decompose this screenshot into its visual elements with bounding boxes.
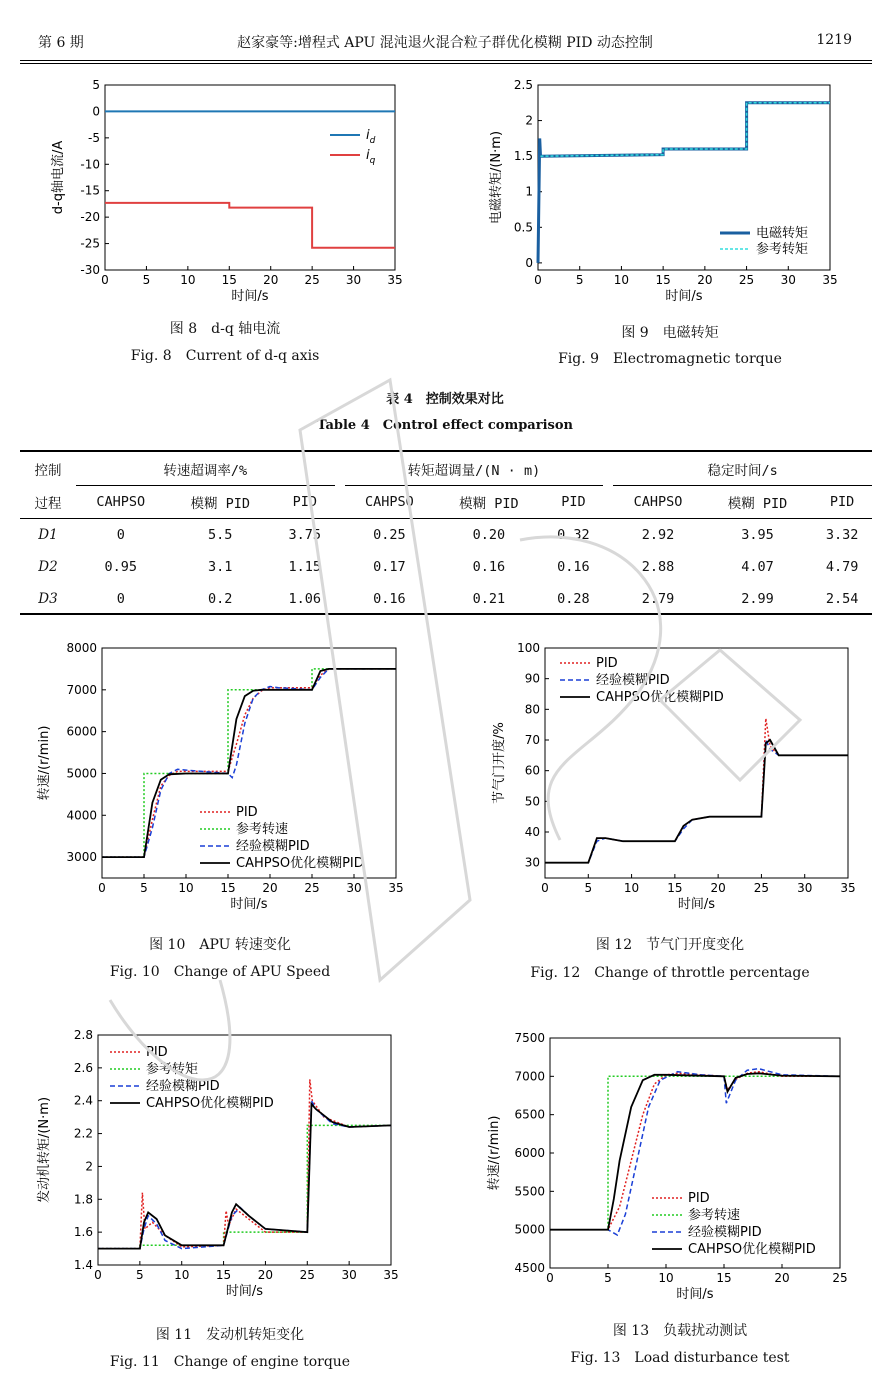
y-tick-label: 0.5 <box>513 220 533 235</box>
table-cell: 0.16 <box>472 559 506 575</box>
table-bottom-rule <box>20 613 872 615</box>
x-tick-label: 30 <box>345 273 362 287</box>
y-axis-label: 节气门开度/% <box>492 722 507 804</box>
x-tick-label: 10 <box>174 1268 190 1282</box>
x-axis-label: 时间/s <box>676 1287 714 1302</box>
running-header <box>0 30 890 54</box>
legend-label: 经验模糊PID <box>688 1225 762 1240</box>
figure-13-caption-cn: 图 13 负载扰动测试 <box>612 1323 748 1339</box>
row-label: D2 <box>38 559 58 575</box>
table-cell: 4.79 <box>825 559 859 575</box>
y-tick-label: 100 <box>517 641 540 655</box>
figure-8-caption-cn: 图 8 d-q 轴电流 <box>169 321 281 337</box>
y-axis-label: d-q轴电流/A <box>51 140 66 215</box>
y-tick-label: 2.4 <box>73 1093 93 1108</box>
y-tick-label: 1 <box>525 184 533 199</box>
y-tick-label: 1.6 <box>73 1225 93 1240</box>
table-cell: 4.07 <box>741 559 774 575</box>
table-cell: 3.75 <box>288 527 322 543</box>
y-tick-label: 6500 <box>514 1107 545 1122</box>
legend-label: $i_q$ <box>366 148 376 166</box>
x-tick-label: 0 <box>101 273 109 287</box>
y-tick-label: -30 <box>80 263 100 277</box>
table-cell: 2.54 <box>825 591 859 607</box>
figure-11-plot <box>30 1025 405 1310</box>
y-tick-label: 5000 <box>66 766 97 781</box>
table-cell: 0.16 <box>557 559 590 575</box>
table-cell: 0.21 <box>472 591 506 607</box>
table-cell: 2.92 <box>641 527 675 543</box>
figure-8-plot <box>40 75 410 315</box>
table-row <box>20 519 872 552</box>
x-tick-label: 30 <box>780 273 796 287</box>
y-tick-label: 70 <box>524 733 540 747</box>
x-tick-label: 5 <box>584 881 593 895</box>
y-tick-label: 2 <box>525 113 533 128</box>
x-tick-label: 20 <box>263 273 279 287</box>
plot-frame <box>545 648 848 878</box>
table-cell: 5.5 <box>208 527 233 543</box>
x-tick-label: 10 <box>178 881 194 895</box>
legend-label: 电磁转矩 <box>756 226 809 241</box>
chart-svg <box>40 75 410 315</box>
chart-svg <box>480 75 850 315</box>
control-effect-table <box>20 453 872 615</box>
x-tick-label: 20 <box>262 881 278 895</box>
table-4-title-en: Table 4 Control effect comparison <box>317 418 573 433</box>
x-tick-label: 15 <box>220 881 236 895</box>
y-tick-label: 4500 <box>514 1261 545 1275</box>
table-cell: 3.95 <box>741 527 774 543</box>
legend-label: PID <box>146 1045 168 1060</box>
row-header-2: 过程 <box>34 495 62 512</box>
table-row <box>20 583 872 615</box>
y-axis-label: 电磁转矩/(N·m) <box>489 130 504 225</box>
row-header-1: 控制 <box>34 463 62 480</box>
y-tick-label: 90 <box>524 671 540 686</box>
x-tick-label: 25 <box>299 1268 315 1282</box>
y-tick-label: 7000 <box>514 1069 545 1084</box>
x-axis-label: 时间/s <box>677 897 716 912</box>
y-tick-label: 1.8 <box>73 1192 93 1207</box>
legend-label: 参考转速 <box>236 822 289 837</box>
chart-svg <box>480 1028 855 1313</box>
y-tick-label: -5 <box>88 130 100 145</box>
y-axis-label: 转速/(r/min) <box>37 725 52 801</box>
x-tick-label: 35 <box>822 273 838 287</box>
figure-9-caption-cn: 图 9 电磁转矩 <box>621 325 719 341</box>
x-tick-label: 35 <box>387 273 403 287</box>
y-tick-label: 7000 <box>66 682 97 697</box>
figure-12-caption-en: Fig. 12 Change of throttle percentage <box>530 965 810 981</box>
y-tick-label: 0 <box>525 255 533 270</box>
x-tick-label: 10 <box>623 881 640 895</box>
y-tick-label: 4000 <box>66 808 97 823</box>
x-axis-label: 时间/s <box>225 1284 264 1299</box>
x-tick-label: 25 <box>738 273 755 287</box>
group-torque-overshoot: 转矩超调量/(N · m) <box>345 453 604 486</box>
figure-9-plot <box>480 75 850 315</box>
x-tick-label: 20 <box>710 881 726 895</box>
table-cell: 3.1 <box>208 559 233 575</box>
y-tick-label: 5 <box>92 78 100 92</box>
legend-label: $i_d$ <box>366 128 376 146</box>
legend-label: CAHPSO优化模糊PID <box>688 1242 816 1257</box>
table-top-rule <box>20 450 872 452</box>
x-tick-label: 25 <box>832 1271 848 1285</box>
y-tick-label: 1.5 <box>513 149 533 164</box>
figure-12-plot <box>485 638 860 923</box>
x-tick-label: 35 <box>383 1268 399 1282</box>
table-cell: 0.25 <box>373 527 406 543</box>
legend-label: PID <box>688 1191 710 1206</box>
y-tick-label: 2.5 <box>513 78 533 92</box>
x-tick-label: 25 <box>304 273 320 287</box>
table-cell: 0.16 <box>373 591 406 607</box>
y-tick-label: 30 <box>524 855 540 870</box>
table-cell: 0.20 <box>472 527 506 543</box>
table-cell: 2.99 <box>741 591 774 607</box>
x-tick-label: 25 <box>753 881 770 895</box>
y-tick-label: -10 <box>80 157 100 172</box>
legend-label: CAHPSO优化模糊PID <box>236 856 364 871</box>
y-tick-label: -20 <box>80 210 100 225</box>
running-title: 赵家豪等:增程式 APU 混沌退火混合粒子群优化模糊 PID 动态控制 <box>237 35 653 51</box>
table-cell: 0.28 <box>557 591 590 607</box>
figure-8-caption-en: Fig. 8 Current of d-q axis <box>130 348 320 364</box>
x-tick-label: 0 <box>94 1268 102 1282</box>
y-axis-label: 转速/(r/min) <box>487 1115 502 1191</box>
row-label: D1 <box>38 527 58 543</box>
figure-10-caption-cn: 图 10 APU 转速变化 <box>149 937 291 953</box>
figure-9-caption-en: Fig. 9 Electromagnetic torque <box>558 351 782 367</box>
legend-label: PID <box>596 656 618 671</box>
table-cell: 0.95 <box>104 559 138 575</box>
col-header: CAHPSO <box>365 494 414 510</box>
y-tick-label: 7500 <box>514 1031 545 1045</box>
row-label: D3 <box>38 591 58 607</box>
x-tick-label: 10 <box>658 1271 674 1285</box>
y-tick-label: 2.6 <box>73 1060 93 1075</box>
legend-label: 参考转速 <box>688 1208 741 1223</box>
table-cell: 0 <box>116 591 125 607</box>
legend-label: 经验模糊PID <box>596 673 670 688</box>
x-tick-label: 5 <box>140 881 148 895</box>
col-header: PID <box>292 494 317 510</box>
col-header: CAHPSO <box>633 494 683 510</box>
group-speed-overshoot: 转速超调率/% <box>76 453 335 486</box>
col-header: PID <box>561 494 586 510</box>
legend-label: PID <box>236 805 258 820</box>
x-tick-label: 0 <box>541 881 549 895</box>
y-tick-label: 50 <box>524 794 540 809</box>
y-tick-label: 6000 <box>66 724 97 739</box>
y-tick-label: 40 <box>524 825 540 839</box>
x-tick-label: 5 <box>575 273 584 287</box>
x-tick-label: 30 <box>341 1268 357 1282</box>
figure-11-caption-en: Fig. 11 Change of engine torque <box>109 1354 351 1370</box>
table-cell: 0.17 <box>373 559 406 575</box>
x-tick-label: 0 <box>546 1271 554 1285</box>
header-rule-2 <box>20 63 872 64</box>
legend-label: CAHPSO优化模糊PID <box>146 1096 274 1111</box>
figure-10-plot <box>30 638 410 923</box>
page-number: 1219 <box>816 32 852 48</box>
y-tick-label: 80 <box>524 702 540 717</box>
x-tick-label: 15 <box>716 1271 732 1285</box>
chart-svg <box>30 1025 405 1310</box>
x-tick-label: 10 <box>613 273 630 287</box>
x-tick-label: 20 <box>697 273 713 287</box>
x-tick-label: 20 <box>257 1268 274 1282</box>
x-tick-label: 10 <box>180 273 196 287</box>
y-tick-label: -15 <box>80 183 100 198</box>
table-cell: 1.15 <box>288 559 322 575</box>
table-cell: 0.32 <box>557 527 590 543</box>
y-tick-label: 60 <box>524 763 540 778</box>
legend-label: 经验模糊PID <box>236 839 310 854</box>
x-tick-label: 20 <box>774 1271 790 1285</box>
y-tick-label: 2.2 <box>73 1126 93 1141</box>
x-tick-label: 5 <box>604 1271 612 1285</box>
y-tick-label: 0 <box>92 104 100 119</box>
y-tick-label: 5000 <box>514 1222 545 1237</box>
figure-13-plot <box>480 1028 855 1313</box>
issue-number: 第 6 期 <box>38 35 84 51</box>
x-tick-label: 5 <box>142 273 151 287</box>
x-tick-label: 30 <box>797 881 813 895</box>
x-axis-label: 时间/s <box>230 897 268 912</box>
x-tick-label: 15 <box>215 1268 232 1282</box>
y-tick-label: 3000 <box>66 850 97 865</box>
figure-11-caption-cn: 图 11 发动机转矩变化 <box>155 1327 305 1343</box>
figure-13-caption-en: Fig. 13 Load disturbance test <box>570 1350 790 1366</box>
legend-label: 参考转矩 <box>146 1062 199 1077</box>
col-header: CAHPSO <box>96 494 146 510</box>
table-cell: 0.2 <box>208 591 233 607</box>
table-cell: 2.79 <box>641 591 675 607</box>
col-header: PID <box>829 494 855 510</box>
x-tick-label: 15 <box>655 273 671 287</box>
y-tick-label: -25 <box>80 236 100 251</box>
chart-svg <box>30 638 410 923</box>
x-tick-label: 25 <box>304 881 320 895</box>
col-header: 模糊 PID <box>459 496 519 512</box>
x-tick-label: 0 <box>98 881 106 895</box>
table-4-title-cn: 表 4 控制效果对比 <box>386 392 504 407</box>
y-tick-label: 8000 <box>66 641 97 655</box>
legend-label: 参考转矩 <box>756 242 809 257</box>
x-tick-label: 5 <box>136 1268 144 1282</box>
figure-12-caption-cn: 图 12 节气门开度变化 <box>595 937 745 953</box>
chart-svg <box>485 638 860 923</box>
table-cell: 3.32 <box>825 527 859 543</box>
y-tick-label: 1.4 <box>73 1258 93 1272</box>
x-tick-label: 30 <box>346 881 362 895</box>
y-tick-label: 2 <box>85 1159 93 1174</box>
y-tick-label: 6000 <box>514 1146 545 1160</box>
x-tick-label: 35 <box>840 881 856 895</box>
x-tick-label: 35 <box>388 881 404 895</box>
plot-frame <box>105 85 395 270</box>
y-tick-label: 5500 <box>514 1184 545 1199</box>
legend-label: 经验模糊PID <box>146 1079 220 1094</box>
y-axis-label: 发动机转矩/(N·m) <box>37 1096 52 1204</box>
col-header: 模糊 PID <box>190 496 250 512</box>
table-cell: 0 <box>116 527 125 543</box>
col-header: 模糊 PID <box>727 496 788 512</box>
table-row <box>20 551 872 583</box>
x-tick-label: 15 <box>667 881 683 895</box>
y-tick-label: 2.8 <box>73 1028 93 1042</box>
table-cell: 2.88 <box>641 559 675 575</box>
figure-10-caption-en: Fig. 10 Change of APU Speed <box>109 964 331 980</box>
x-axis-label: 时间/s <box>665 289 703 304</box>
legend-label: CAHPSO优化模糊PID <box>596 690 724 705</box>
table-cell: 1.06 <box>288 591 322 607</box>
header-rule <box>20 60 872 61</box>
group-settling-time: 稳定时间/s <box>613 453 872 486</box>
x-tick-label: 0 <box>534 273 542 287</box>
x-axis-label: 时间/s <box>231 289 269 304</box>
x-tick-label: 15 <box>221 273 237 287</box>
